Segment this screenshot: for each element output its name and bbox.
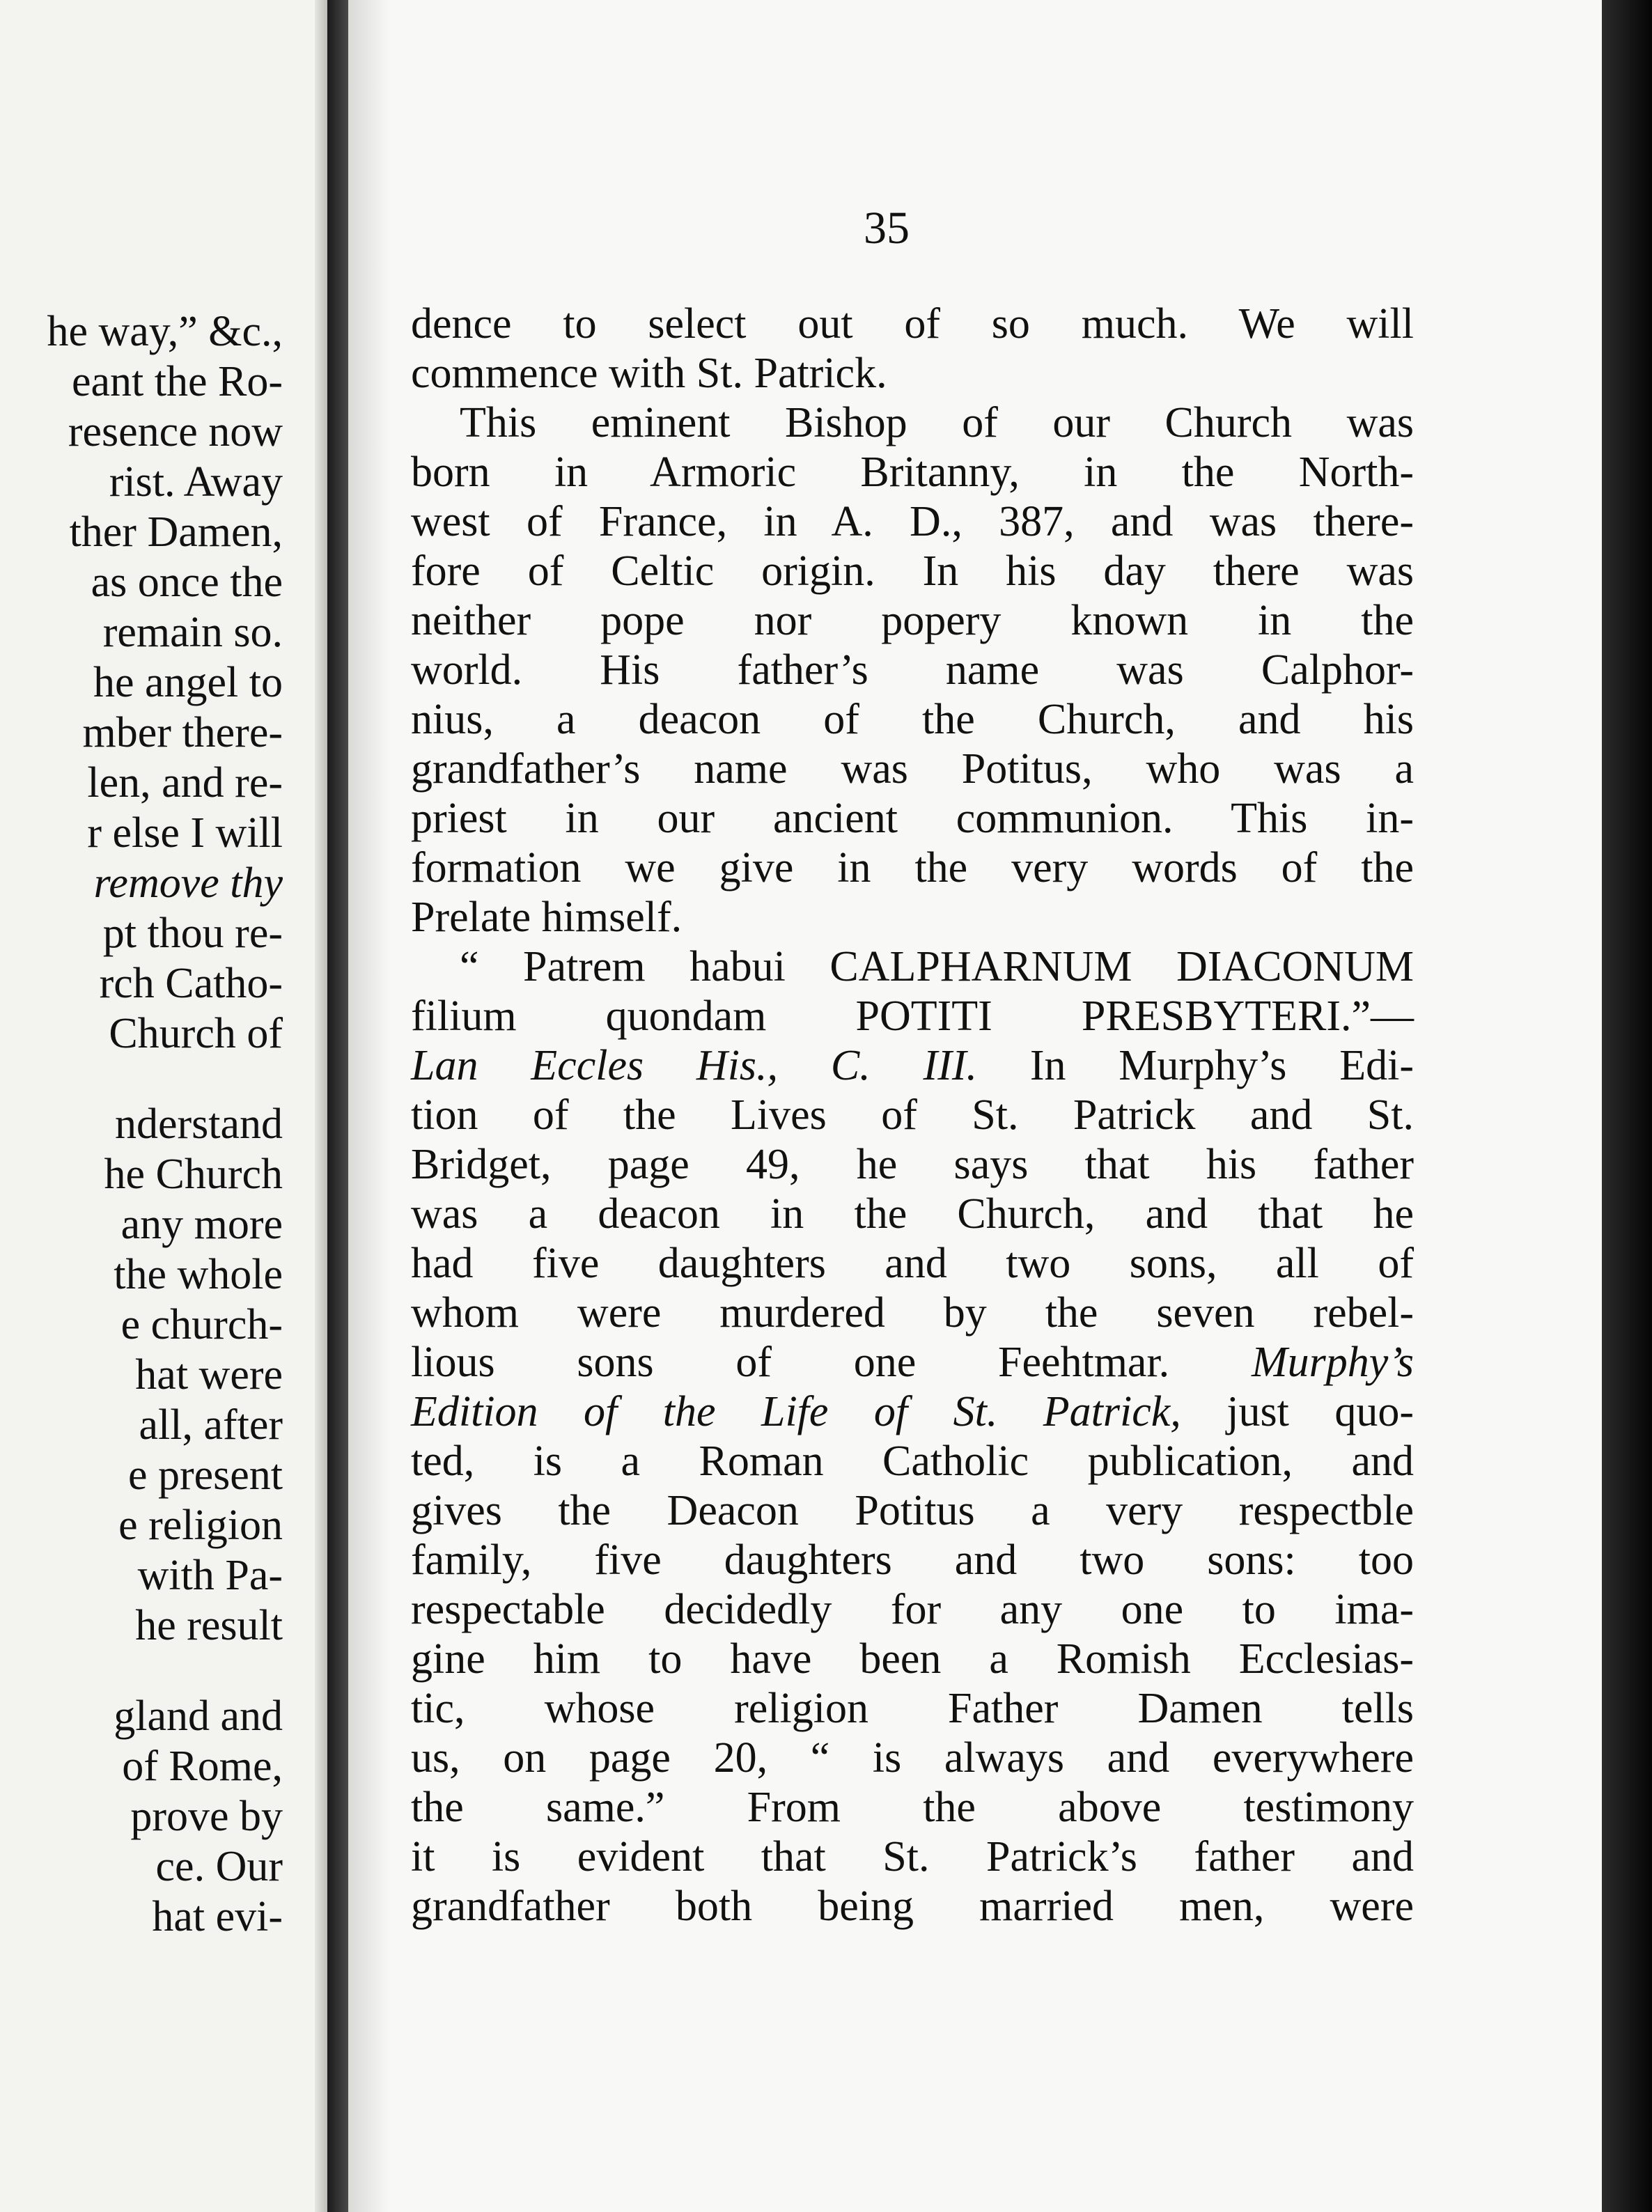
text-line: born in Armoric Britanny, in the North- (411, 449, 1414, 496)
text-line (411, 1387, 1414, 1437)
text-line: rch Catho- (99, 960, 283, 1007)
citation-italic: Lan Eccles His., C. III. (411, 1042, 977, 1089)
text-line: he result (135, 1602, 283, 1649)
text-line: of Rome, (122, 1743, 283, 1790)
latin-quote-line: filium quondam POTITI PRESBYTERI.”— (411, 992, 1414, 1040)
text-line: mber there- (82, 709, 283, 756)
text-line: dence to select out of so much. We will (411, 300, 1414, 348)
text-line: prove by (130, 1793, 283, 1840)
text-line: r else I will (87, 809, 283, 857)
text-line: gives the Deacon Potitus a very respectble (411, 1487, 1414, 1534)
text-line: ce. Our (155, 1843, 283, 1890)
paragraph-start: This eminent Bishop of our Church was (460, 399, 1414, 446)
text-line: resence now (68, 408, 283, 455)
text-segment: just quo- (1226, 1388, 1414, 1435)
text-line: world. His father’s name was Calphor- (411, 646, 1414, 694)
text-line: commence with St. Patrick. (411, 350, 887, 397)
citation-rest: In Murphy’s Edi- (1029, 1042, 1414, 1089)
text-line: had five daughters and two sons, all of (411, 1240, 1414, 1287)
text-line: he Church (104, 1151, 283, 1198)
text-line: eant the Ro- (71, 358, 283, 405)
text-line: us, on page 20, “ is always and everywhere (411, 1734, 1414, 1782)
text-line: e religion (118, 1502, 283, 1549)
text-line: gine him to have been a Romish Ecclesias- (411, 1635, 1414, 1683)
text-line: nderstand (114, 1100, 283, 1148)
text-line: nius, a deacon of the Church, and his (411, 696, 1414, 743)
text-line: grandfather both being married men, were (411, 1883, 1414, 1930)
italic-title: Edition of the Life of St. Patrick, (411, 1388, 1181, 1435)
text-line: he angel to (93, 659, 283, 706)
text-line: ther Damen, (69, 508, 283, 556)
page-number: 35 (864, 203, 910, 254)
text-segment: lious sons of one Feehtmar. (411, 1339, 1170, 1386)
text-line: priest in our ancient communion. This in- (411, 795, 1414, 842)
text-line: all, after (139, 1401, 283, 1449)
text-line: any more (120, 1201, 283, 1248)
text-line: formation we give in the very words of the (411, 844, 1414, 891)
text-line: fore of Celtic origin. In his day there was (411, 547, 1414, 595)
text-line-italic: remove thy (93, 859, 283, 907)
text-line: Church of (109, 1010, 283, 1057)
paragraph-gap (47, 1059, 283, 1099)
text-line: it is evident that St. Patrick’s father and (411, 1833, 1414, 1880)
text-line: family, five daughters and two sons: too (411, 1536, 1414, 1584)
text-line: grandfather’s name was Potitus, who was a (411, 745, 1414, 793)
page-fold (315, 0, 327, 2212)
body-text (411, 299, 1414, 1931)
text-line: rist. Away (109, 458, 283, 506)
text-line: neither pope nor popery known in the (411, 597, 1414, 644)
text-line: as once the (91, 559, 283, 606)
text-line: tic, whose religion Father Damen tells (411, 1685, 1414, 1732)
text-line: the whole (114, 1251, 283, 1298)
text-line: the same.” From the above testimony (411, 1784, 1414, 1831)
book-gutter (327, 0, 348, 2212)
right-page (348, 0, 1602, 2212)
text-line (411, 1338, 1414, 1387)
text-line: e church- (120, 1301, 283, 1348)
text-line: pt thou re- (102, 910, 283, 957)
left-page-text (47, 306, 283, 1942)
citation-line (411, 1041, 1414, 1091)
italic-title: Murphy’s (1251, 1339, 1415, 1386)
text-line: hat evi- (152, 1893, 283, 1940)
text-line: west of France, in A. D., 387, and was there- (411, 498, 1414, 545)
text-line: hat were (135, 1351, 283, 1399)
paragraph-gap (47, 1651, 283, 1691)
text-line: he way,” &c., (47, 308, 283, 355)
latin-quote-line: “ Patrem habui CALPHARNUM DIACONUM (460, 943, 1414, 990)
left-page (0, 0, 327, 2212)
text-line: len, and re- (87, 759, 283, 807)
text-line: respectable decidedly for any one to ima- (411, 1586, 1414, 1633)
text-line: remain so. (102, 609, 283, 656)
text-line: ted, is a Roman Catholic publication, and (411, 1438, 1414, 1485)
text-line: whom were murdered by the seven rebel- (411, 1289, 1414, 1337)
text-line: Bridget, page 49, he says that his father (411, 1141, 1414, 1188)
text-line: Prelate himself. (411, 894, 683, 941)
text-line: with Pa- (137, 1552, 283, 1599)
text-line: was a deacon in the Church, and that he (411, 1190, 1414, 1238)
text-line: e present (127, 1451, 283, 1499)
text-line: gland and (114, 1692, 283, 1740)
book-edge (1602, 0, 1652, 2212)
text-line: tion of the Lives of St. Patrick and St. (411, 1091, 1414, 1139)
page-shadow (348, 0, 390, 2212)
